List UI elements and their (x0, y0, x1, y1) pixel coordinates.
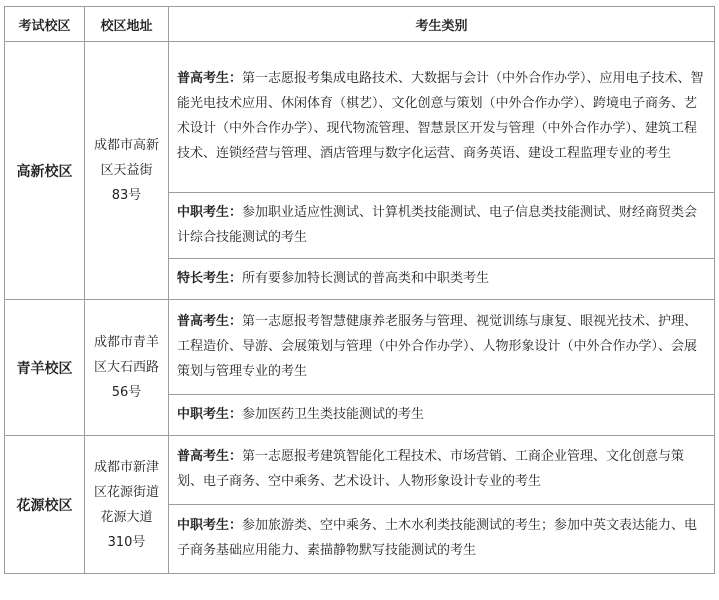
category-label: 中职考生： (177, 406, 243, 422)
table-row (5, 436, 715, 505)
category-cell (169, 42, 715, 193)
header-category: 考生类别 (169, 7, 715, 42)
category-cell (169, 395, 715, 436)
category-text: 参加医药卫生类技能测试的考生 (242, 406, 425, 422)
category-text: 参加旅游类、空中乘务、土木水利类技能测试的考生；参加中英文表达能力、电子商务基础应用能力、素描静物默写技能测试的考生 (177, 518, 698, 558)
category-label: 中职考生： (177, 204, 243, 220)
category-cell (169, 193, 715, 259)
header-row (5, 7, 715, 42)
category-label: 中职考生： (177, 518, 243, 533)
header-campus: 考试校区 (5, 7, 85, 42)
category-text: 第一志愿报考建筑智能化工程技术、市场营销、工商企业管理、文化创意与策划、电子商务、空中乘务、艺术设计、人物形象设计专业的考生 (177, 449, 685, 489)
category-cell (169, 505, 715, 574)
category-text: 第一志愿报考集成电路技术、大数据与会计（中外合作办学）、应用电子技术、智能光电技术应用、休闲体育（棋艺）、文化创意与策划（中外合作办学）、跨境电子商务、艺术设计（中外合作办学）、现代物流管理、智慧景区开发与管理（中外合作办学）、建筑工程技术、连锁经营与管理、酒店管理与数字化运营、商务英语、建设工程监理专业的考生 (177, 71, 704, 161)
category-label: 特长考生： (177, 270, 243, 286)
campus-table (4, 6, 715, 574)
category-label: 普高考生： (177, 313, 243, 329)
category-cell (169, 259, 715, 300)
category-text: 所有要参加特长测试的普高类和中职类考生 (242, 270, 490, 286)
campus-address: 成都市新津区花源街道花源大道310号 (85, 436, 169, 574)
campus-name: 青羊校区 (5, 300, 85, 436)
category-text: 参加职业适应性测试、计算机类技能测试、电子信息类技能测试、财经商贸类会计综合技能测试的考生 (177, 204, 698, 245)
campus-address: 成都市青羊区大石西路56号 (85, 300, 169, 436)
admission-table-container (4, 6, 715, 574)
category-cell (169, 436, 715, 505)
category-label: 普高考生： (177, 449, 243, 464)
category-cell (169, 300, 715, 395)
campus-name: 花源校区 (5, 436, 85, 574)
campus-name: 高新校区 (5, 42, 85, 300)
category-label: 普高考生： (177, 71, 243, 86)
table-row (5, 300, 715, 395)
campus-address: 成都市高新区天益街83号 (85, 42, 169, 300)
header-address: 校区地址 (85, 7, 169, 42)
table-row (5, 42, 715, 193)
category-text: 第一志愿报考智慧健康养老服务与管理、视觉训练与康复、眼视光技术、护理、工程造价、导游、会展策划与管理（中外合作办学）、人物形象设计（中外合作办学）、会展策划与管理专业的考生 (177, 313, 698, 379)
